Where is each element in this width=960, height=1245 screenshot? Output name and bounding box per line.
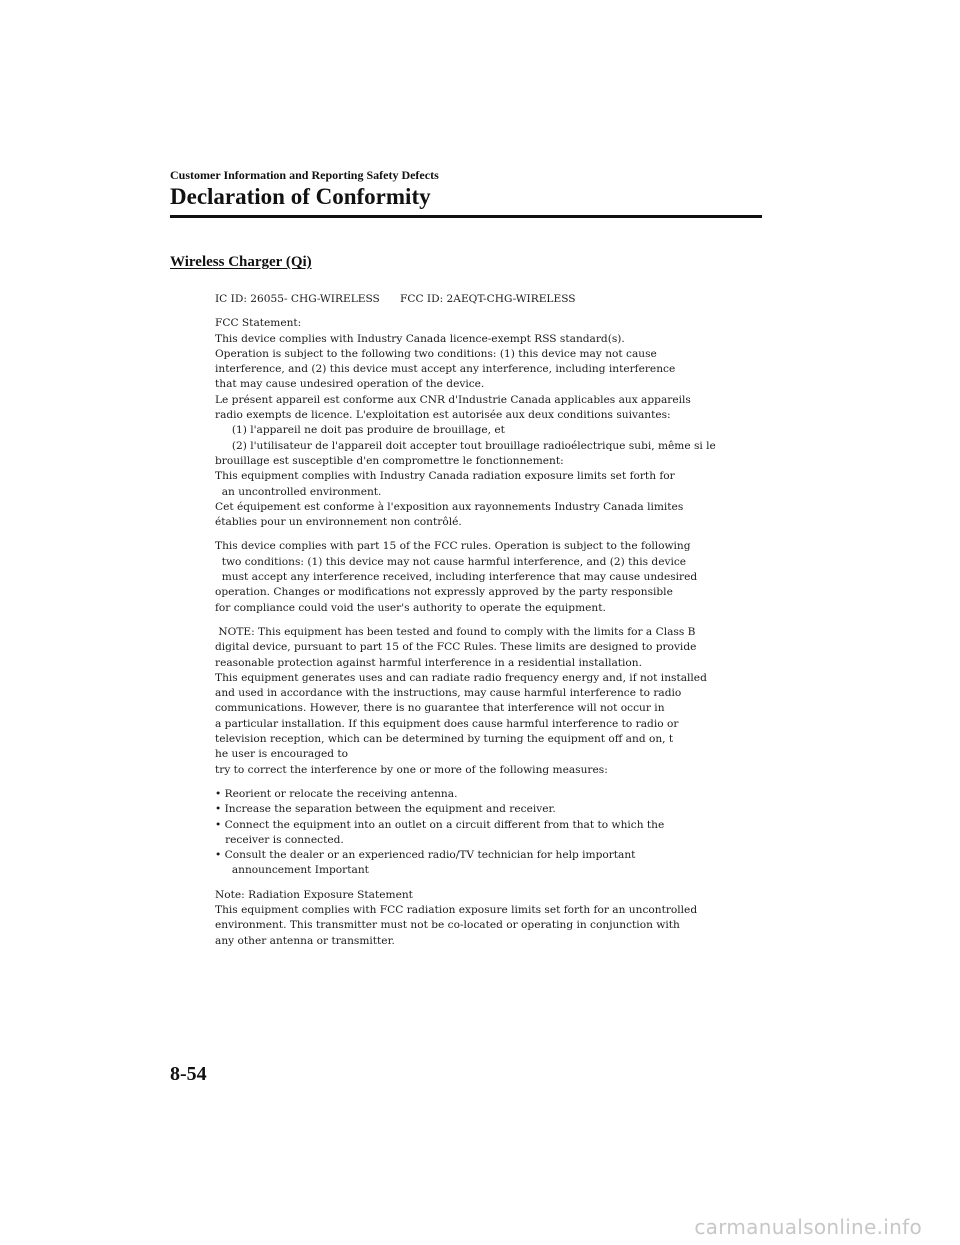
text-line: environment. This transmitter must not be co-located or operating in conjunction with	[215, 919, 680, 932]
text-line: a particular installation. If this equipment does cause harmful interference to radio or	[215, 717, 679, 730]
paragraph-gap	[215, 530, 735, 539]
text-line: Cet équipement est conforme à l'exposition aux rayonnements Industry Canada limites	[215, 500, 684, 513]
text-line: (2) l'utilisateur de l'appareil doit accepter tout brouillage radioélectrique subi, même si le	[215, 439, 716, 452]
text-line: radio exempts de licence. L'exploitation est autorisée aux deux conditions suivantes:	[215, 409, 671, 422]
text-line: NOTE: This equipment has been tested and found to comply with the limits for a Class B	[215, 625, 696, 638]
page-title: Declaration of Conformity	[170, 184, 431, 209]
paragraph-gap	[215, 778, 735, 787]
text-block	[215, 787, 735, 879]
text-line: Le présent appareil est conforme aux CNR d'Industrie Canada applicables aux appareils	[215, 393, 691, 406]
text-line: • Reorient or relocate the receiving antenna.	[215, 787, 458, 800]
text-line: for compliance could void the user's authority to operate the equipment.	[215, 601, 606, 614]
text-line: any other antenna or transmitter.	[215, 934, 395, 947]
text-line: communications. However, there is no guarantee that interference will not occur in	[215, 702, 665, 715]
text-line: interference, and (2) this device must accept any interference, including interference	[215, 363, 676, 376]
text-line: two conditions: (1) this device may not cause harmful interference, and (2) this device	[215, 555, 687, 568]
text-line: This equipment generates uses and can radiate radio frequency energy and, if not installed	[215, 671, 707, 684]
text-line: établies pour un environnement non contrôlé.	[215, 516, 462, 529]
text-line: and used in accordance with the instructions, may cause harmful interference to radio	[215, 687, 682, 700]
text-block	[215, 539, 735, 615]
text-line: This equipment complies with FCC radiation exposure limits set forth for an uncontrolled	[215, 903, 698, 916]
text-line: that may cause undesired operation of the device.	[215, 378, 485, 391]
section-label: Customer Information and Reporting Safety Defects	[170, 168, 439, 182]
watermark: carmanualsonline.info	[694, 1215, 922, 1239]
text-line: • Consult the dealer or an experienced radio/TV technician for help important	[215, 849, 636, 862]
text-line: announcement Important	[215, 864, 369, 877]
text-line: This device complies with Industry Canada licence-exempt RSS standard(s).	[215, 332, 625, 345]
text-block	[215, 888, 735, 949]
text-line: try to correct the interference by one or more of the following measures:	[215, 763, 608, 776]
title-rule	[170, 215, 762, 218]
paragraph-gap	[215, 307, 735, 316]
text-line: Operation is subject to the following two conditions: (1) this device may not cause	[215, 347, 657, 360]
text-line: an uncontrolled environment.	[215, 485, 382, 498]
text-line: • Connect the equipment into an outlet on a circuit different from that to which the	[215, 818, 665, 831]
text-line: he user is encouraged to	[215, 748, 349, 761]
text-block	[215, 316, 735, 530]
text-line: television reception, which can be determined by turning the equipment off and on, t	[215, 733, 674, 746]
text-line: receiver is connected.	[215, 833, 344, 846]
page-number: 8-54	[170, 1063, 207, 1085]
paragraph-gap	[215, 616, 735, 625]
text-line: This equipment complies with Industry Canada radiation exposure limits set forth for	[215, 470, 675, 483]
text-line: must accept any interference received, including interference that may cause undesired	[215, 571, 698, 584]
text-line: brouillage est susceptible d'en compromettre le fonctionnement:	[215, 454, 564, 467]
text-block	[215, 625, 735, 778]
text-line: operation. Changes or modifications not expressly approved by the party responsible	[215, 586, 673, 599]
regulatory-text-body	[215, 292, 735, 949]
paragraph-gap	[215, 879, 735, 888]
text-line: IC ID: 26055- CHG-WIRELESS FCC ID: 2AEQT-CHG-WIRELESS	[215, 293, 576, 305]
text-line: Note: Radiation Exposure Statement	[215, 888, 413, 901]
text-line: (1) l'appareil ne doit pas produire de brouillage, et	[215, 424, 505, 437]
text-block	[215, 292, 735, 307]
text-line: digital device, pursuant to part 15 of the FCC Rules. These limits are designed to provide	[215, 641, 697, 654]
text-line: reasonable protection against harmful interference in a residential installation.	[215, 656, 642, 669]
text-line: This device complies with part 15 of the FCC rules. Operation is subject to the following	[215, 540, 691, 553]
text-line: FCC Statement:	[215, 317, 302, 330]
text-line: • Increase the separation between the equipment and receiver.	[215, 803, 556, 816]
subsection-title: Wireless Charger (Qi)	[170, 254, 312, 270]
